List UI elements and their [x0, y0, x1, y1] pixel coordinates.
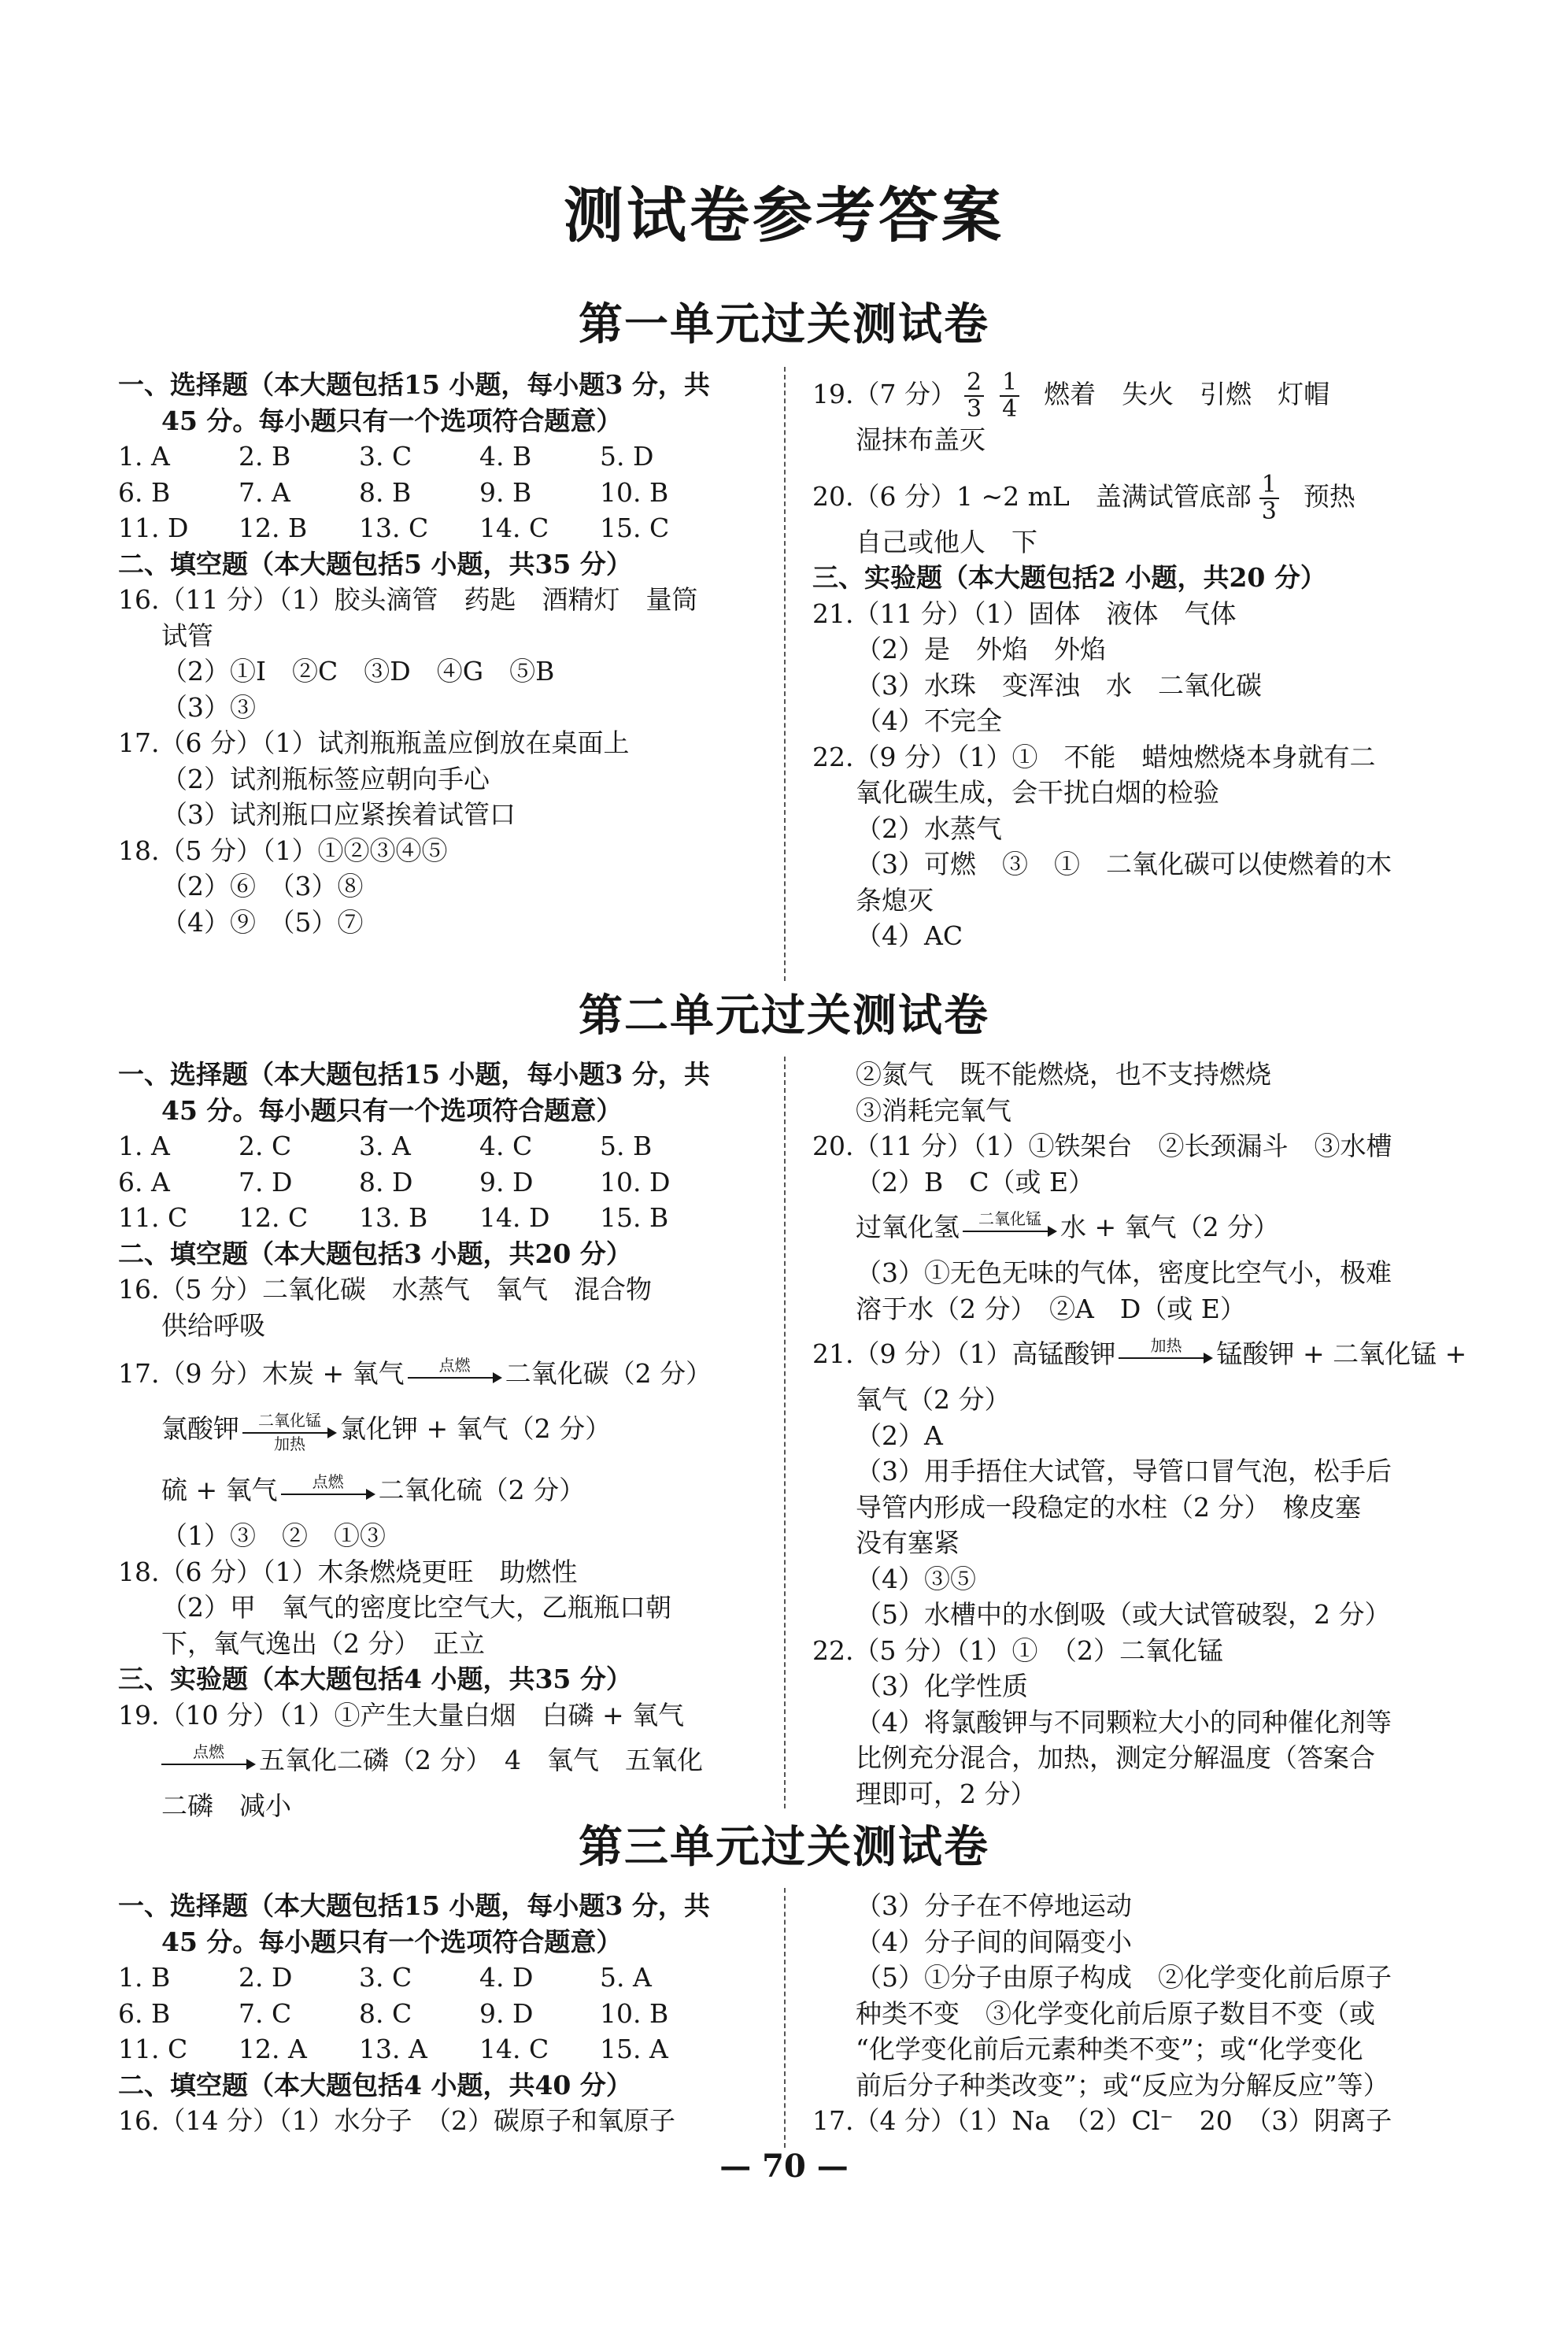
fill-blank-header: 二、填空题（本大题包括4 小题，共40 分） [118, 2069, 632, 2101]
fill-blank-header: 二、填空题（本大题包括5 小题，共35 分） [118, 548, 632, 579]
fraction-denominator: 3 [966, 395, 982, 423]
choice-answer: 14. C [479, 513, 549, 543]
choice-answer: 9. D [479, 1997, 534, 2029]
answer-line: 二磷 减小 [161, 1790, 291, 1821]
equation-line [118, 1346, 764, 1401]
choice-answer: 10. B [600, 476, 669, 508]
answer-line: （3）用手捂住大试管，导管口冒气泡，松手后 [856, 1456, 1392, 1486]
answer-line: （2）水蒸气 [856, 812, 1002, 844]
answer-line: （3）水珠 变浑浊 水 二氧化碳 [856, 669, 1262, 701]
answer-line: （2）⑥ （3）⑧ [161, 871, 364, 901]
answer-text: 19.（7 分） [812, 379, 956, 409]
page-number: — 70 — [719, 2148, 849, 2185]
answer-line: （2）①I ②C ③D ④G ⑤B [161, 656, 555, 687]
equation-products: 锰酸钾 + 二氧化锰 + [1216, 1338, 1467, 1369]
choice-answer: 9. D [479, 1166, 534, 1197]
equation-products: 氯化钾 + 氧气（2 分） [340, 1413, 612, 1444]
choice-answer: 1. A [118, 1131, 170, 1161]
column-divider [784, 1888, 786, 2148]
choice-answer: 12. C [239, 1202, 309, 1233]
choice-answer: 6. A [118, 1166, 170, 1197]
answer-line: （3）试剂瓶口应紧挨着试管口 [161, 799, 516, 830]
answer-line: 没有塞紧 [856, 1527, 960, 1558]
answer-line: 16.（14 分）（1）水分子 （2）碳原子和氧原子 [118, 2105, 675, 2136]
choice-answer: 1. B [118, 1962, 171, 1993]
column-divider [784, 367, 786, 981]
answer-line: （2）是 外焰 外焰 [856, 634, 1106, 664]
answer-line: 18.（5 分）（1）①②③④⑤ [118, 835, 448, 866]
unit-2-right-column [812, 1057, 1467, 1812]
answer-line: （2）B C（或 E） [856, 1166, 1095, 1197]
answer-line: 下，氧气逸出（2 分） 正立 [161, 1627, 485, 1659]
answer-line: 16.（5 分）二氧化碳 水蒸气 氧气 混合物 [118, 1274, 652, 1305]
choice-answer: 15. A [600, 2034, 668, 2064]
equation-line [118, 1463, 764, 1518]
choice-header-cont: 45 分。每小题只有一个选项符合题意） [161, 405, 623, 436]
choice-answers-row [118, 2031, 764, 2067]
reaction-condition: 加热 [1150, 1336, 1182, 1355]
unit-1-left-column [118, 367, 764, 940]
equation-line [812, 1327, 1467, 1382]
answer-line: （4）③⑤ [856, 1563, 976, 1594]
section-title-unit-2: 第二单元过关测试卷 [579, 990, 989, 1042]
answer-line: 18.（6 分）（1）木条燃烧更旺 助燃性 [118, 1556, 578, 1587]
equation-products: 二氧化碳（2 分） [505, 1358, 712, 1389]
unit-3-left-column [118, 1888, 764, 2139]
choice-answer: 2. D [239, 1962, 293, 1993]
answer-line: 溶于水（2 分） ②A D（或 E） [856, 1293, 1246, 1324]
answer-line: （4）将氯酸钾与不同颗粒大小的同种催化剂等 [856, 1706, 1392, 1738]
answer-line: （4）不完全 [856, 705, 1002, 736]
choice-header-cont: 45 分。每小题只有一个选项符合题意） [161, 1926, 623, 1957]
choice-answer: 6. B [118, 1997, 171, 2029]
reaction-catalyst: 二氧化锰 [258, 1411, 321, 1430]
answer-line: （2）A [856, 1420, 943, 1451]
answer-line: （1）③ ② ①③ [161, 1520, 386, 1551]
choice-answer: 2. C [239, 1131, 292, 1161]
choice-answers-row [118, 1128, 764, 1164]
answer-text: 预热 [1303, 480, 1355, 512]
answer-line: 17.（6 分）（1）试剂瓶瓶盖应倒放在桌面上 [118, 727, 630, 758]
fraction [964, 370, 984, 422]
choice-answer: 3. A [359, 1131, 411, 1161]
choice-answer: 8. C [359, 1997, 412, 2029]
answer-line [812, 469, 1458, 524]
choice-answer: 3. C [359, 441, 412, 472]
answer-line: （3）分子在不停地运动 [856, 1890, 1132, 1921]
equation-reactants: 氯酸钾 [161, 1413, 239, 1444]
section-title-unit-1: 第一单元过关测试卷 [579, 298, 989, 350]
choice-answer: 8. D [359, 1166, 413, 1197]
choice-answer: 5. A [600, 1962, 652, 1993]
equation-reactants: 21.（9 分）（1）高锰酸钾 [812, 1338, 1116, 1369]
fraction-denominator: 4 [1002, 395, 1018, 423]
answer-line: 22.（5 分）（1）① （2）二氧化锰 [812, 1634, 1223, 1666]
unit-3-right-column [812, 1888, 1458, 2139]
equation-line [812, 1200, 1458, 1255]
choice-answer: 7. A [239, 476, 290, 508]
choice-answers-row [118, 1164, 764, 1201]
choice-answer: 4. D [479, 1962, 534, 1993]
answer-line: （2）试剂瓶标签应朝向手心 [161, 763, 490, 794]
answer-line: （5）①分子由原子构成 ②化学变化前后原子 [856, 1962, 1392, 1993]
choice-answer: 15. C [600, 513, 670, 543]
answer-line: “化学变化前后元素种类不变”；或“化学变化 [856, 2034, 1363, 2064]
reaction-arrow-icon [963, 1209, 1057, 1245]
answer-line: （4）分子间的间隔变小 [856, 1926, 1132, 1957]
reaction-arrow-icon [281, 1472, 375, 1508]
reaction-condition: 点燃 [193, 1742, 224, 1761]
answer-line: 前后分子种类改变”；或“反应为分解反应”等） [856, 2069, 1389, 2101]
choice-answers-row [118, 439, 764, 475]
answer-line: 比例充分混合，加热，测定分解温度（答案合 [856, 1742, 1375, 1773]
choice-answer: 4. B [479, 441, 532, 472]
choice-answer: 13. A [359, 2034, 427, 2064]
choice-answer: 14. D [479, 1202, 550, 1233]
answer-line: ②氮气 既不能燃烧，也不支持燃烧 [856, 1059, 1271, 1090]
choice-header: 一、选择题（本大题包括15 小题，每小题3 分，共 [118, 1890, 710, 1921]
choice-answer: 10. B [600, 1997, 669, 2029]
fraction-numerator: 1 [1000, 370, 1019, 397]
answer-line: 条熄灭 [856, 884, 934, 916]
experiment-header: 三、实验题（本大题包括2 小题，共20 分） [812, 562, 1326, 593]
answer-line: 理即可，2 分） [856, 1778, 1037, 1809]
choice-header: 一、选择题（本大题包括15 小题，每小题3 分，共 [118, 1059, 710, 1090]
choice-answer: 15. B [600, 1202, 669, 1233]
choice-answers-row [118, 475, 764, 511]
equation-products: 水 + 氧气（2 分） [1060, 1212, 1280, 1242]
choice-answer: 11. D [118, 513, 189, 543]
fraction-numerator: 1 [1259, 472, 1279, 499]
choice-answer: 12. A [239, 2034, 307, 2064]
choice-answers-row [118, 1996, 764, 2032]
choice-answer: 2. B [239, 441, 291, 472]
choice-answer: 4. C [479, 1131, 533, 1161]
reaction-arrow-icon [161, 1742, 256, 1778]
equation-line [118, 1733, 764, 1788]
choice-answer: 11. C [118, 1202, 188, 1233]
answer-line: 16.（11 分）（1）胶头滴管 药匙 酒精灯 量筒 [118, 584, 698, 615]
experiment-header: 三、实验题（本大题包括4 小题，共35 分） [118, 1664, 632, 1694]
choice-answer: 1. A [118, 441, 170, 472]
answer-line: 导管内形成一段稳定的水柱（2 分） 橡皮塞 [856, 1491, 1361, 1523]
fraction-denominator: 3 [1261, 497, 1277, 525]
answer-line: （4）AC [856, 920, 963, 951]
choice-answers-row [118, 1200, 764, 1236]
answer-line: （5）水槽中的水倒吸（或大试管破裂，2 分） [856, 1599, 1391, 1630]
reaction-arrow-icon [1119, 1336, 1213, 1371]
choice-answers-row [118, 510, 764, 546]
choice-answer: 8. B [359, 476, 412, 508]
choice-answer: 7. D [239, 1166, 293, 1197]
equation-reactants: 17.（9 分）木炭 + 氧气 [118, 1358, 405, 1389]
answer-line: （3）化学性质 [856, 1671, 1028, 1701]
page-title: 测试卷参考答案 [564, 180, 1004, 250]
answer-line: 湿抹布盖灭 [856, 424, 986, 455]
answer-line: （3）①无色无味的气体，密度比空气小，极难 [856, 1257, 1392, 1288]
choice-answer: 10. D [600, 1166, 671, 1197]
answer-line: 20.（11 分）（1）①铁架台 ②长颈漏斗 ③水槽 [812, 1131, 1392, 1161]
answer-line [812, 367, 1458, 422]
answer-line: 供给呼吸 [161, 1309, 265, 1341]
answer-line: 氧气（2 分） [856, 1384, 1011, 1415]
reaction-condition: 点燃 [438, 1356, 471, 1375]
fraction [1000, 370, 1019, 422]
equation-line [118, 1401, 764, 1457]
answer-line: （3）可燃 ③ ① 二氧化碳可以使燃着的木 [856, 849, 1392, 879]
choice-answer: 11. C [118, 2034, 188, 2064]
choice-answer: 7. C [239, 1997, 292, 2029]
choice-answer: 3. C [359, 1962, 412, 1993]
choice-answer: 9. B [479, 476, 532, 508]
answer-line: （3）③ [161, 691, 256, 723]
answer-line: 17.（4 分）（1）Na （2）Cl⁻ 20 （3）阴离子 [812, 2105, 1392, 2136]
equation-products: 二氧化硫（2 分） [378, 1475, 586, 1505]
fraction-numerator: 2 [964, 370, 984, 397]
choice-answers-row [118, 1960, 764, 1996]
equation-reactants: 过氧化氢 [856, 1212, 960, 1242]
fraction [1259, 472, 1279, 524]
column-divider [784, 1057, 786, 1808]
fill-blank-header: 二、填空题（本大题包括3 小题，共20 分） [118, 1238, 632, 1269]
choice-answer: 5. B [600, 1131, 653, 1161]
choice-answer: 14. C [479, 2034, 549, 2064]
answer-line: 试管 [161, 620, 213, 651]
reaction-condition: 点燃 [312, 1472, 344, 1491]
reaction-arrow-icon [408, 1356, 502, 1391]
equation-reactants: 硫 + 氧气 [161, 1475, 278, 1505]
reaction-catalyst: 二氧化锰 [978, 1209, 1041, 1228]
answer-text: 20.（6 分）1 ~2 mL 盖满试管底部 [812, 480, 1252, 512]
answer-line: 种类不变 ③化学变化前后原子数目不变（或 [856, 1997, 1375, 2029]
choice-header-cont: 45 分。每小题只有一个选项符合题意） [161, 1094, 623, 1126]
answer-line: （4）⑨ （5）⑦ [161, 906, 364, 938]
section-title-unit-3: 第三单元过关测试卷 [579, 1821, 989, 1873]
answer-line: ③消耗完氧气 [856, 1094, 1011, 1126]
reaction-condition: 加热 [274, 1434, 305, 1453]
answer-line: 自己或他人 下 [856, 526, 1037, 557]
choice-answer: 6. B [118, 476, 171, 508]
choice-header: 一、选择题（本大题包括15 小题，每小题3 分，共 [118, 369, 710, 400]
choice-answer: 5. D [600, 441, 654, 472]
equation-products: 五氧化二磷（2 分） 4 氧气 五氧化 [259, 1745, 703, 1775]
answer-line: 21.（11 分）（1）固体 液体 气体 [812, 598, 1237, 629]
answer-text: 燃着 失火 引燃 灯帽 [1044, 379, 1330, 409]
answer-line: 22.（9 分）（1）① 不能 蜡烛燃烧本身就有二 [812, 741, 1376, 772]
choice-answer: 12. B [239, 513, 308, 543]
answer-line: 氧化碳生成，会干扰白烟的检验 [856, 777, 1219, 808]
answer-line: 19.（10 分）（1）①产生大量白烟 白磷 + 氧气 [118, 1699, 685, 1730]
choice-answer: 13. C [359, 513, 429, 543]
answer-line: （2）甲 氧气的密度比空气大，乙瓶瓶口朝 [161, 1592, 671, 1623]
choice-answer: 13. B [359, 1202, 428, 1233]
unit-1-right-column [812, 367, 1458, 954]
unit-2-left-column [118, 1057, 764, 1824]
reaction-arrow-icon [242, 1411, 337, 1453]
